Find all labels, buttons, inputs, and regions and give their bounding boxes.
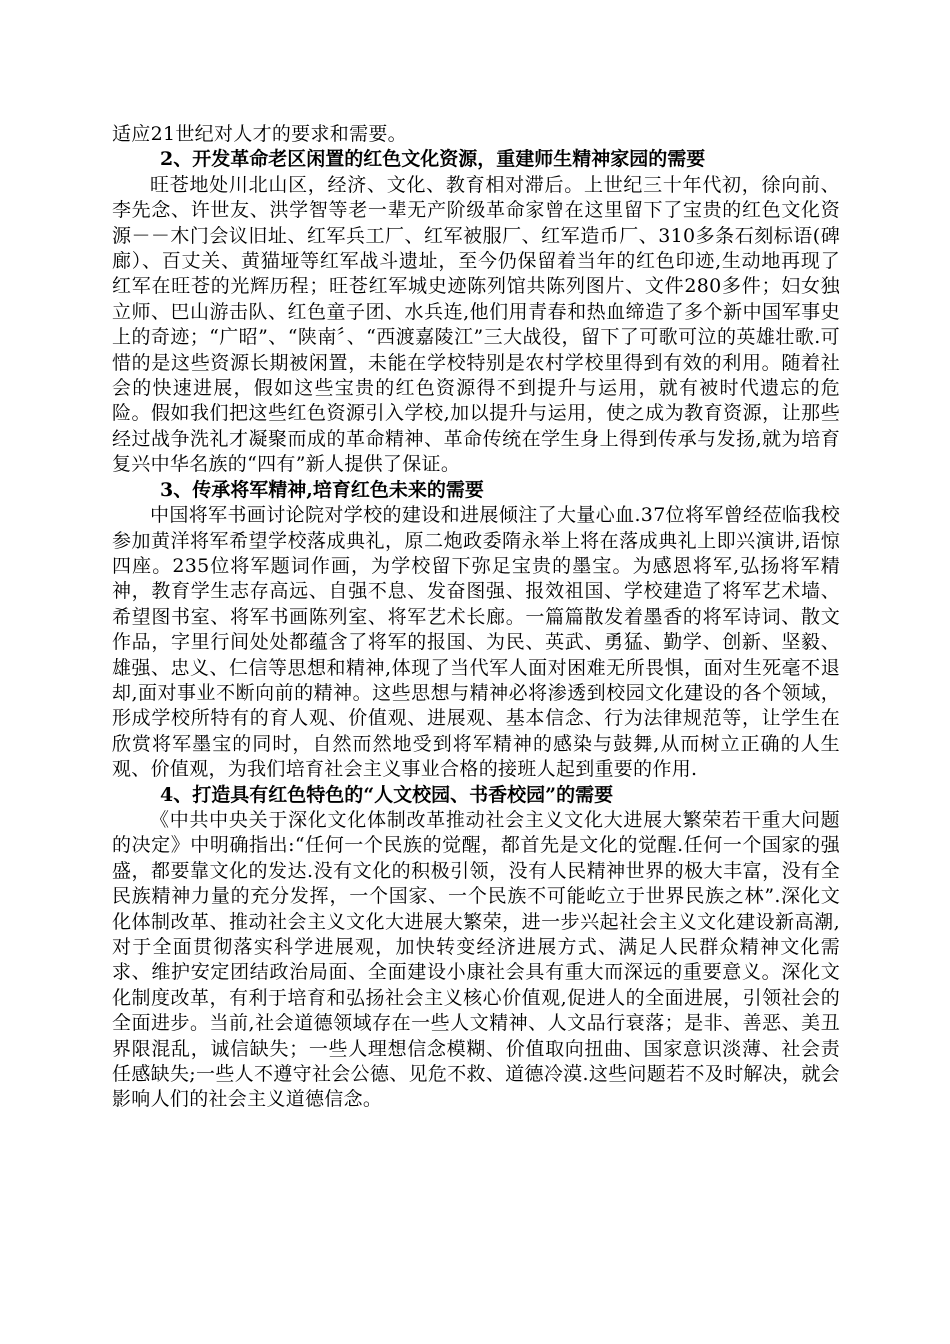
section-body-2: 旺苍地处川北山区，经济、文化、教育相对滞后。上世纪三十年代初，徐向前、李先念、许世友、洪学智等老一辈无产阶级革命家曾在这里留下了宝贵的红色文化资源－－木门会议旧址、红军兵工厂、红军被服厂、红军造币厂、310多条石刻标语(碑廊）、百丈关、黄猫垭等红军战斗遗址，至今仍保留着当年的红色印迹,生动地再现了红军在旺苍的光辉历程；旺苍红军城史迹陈列馆共陈列图片、文件280多件；妇女独立师、巴山游击队、红色童子团、水兵连,他们用青春和热血缔造了多个新中国军事史上的奇迹；“广昭”、“陕南〞、“西渡嘉陵江”三大战役，留下了可歌可泣的英雄壮歌.可惜的是这些资源长期被闲置，未能在学校特别是农村学校里得到有效的利用。随着社会的快速进展，假如这些宝贵的红色资源得不到提升与运用，就有被时代遗忘的危险。假如我们把这些红色资源引入学校,加以提升与运用，使之成为教育资源，让那些经过战争洗礼才凝聚而成的革命精神、革命传统在学生身上得到传承与发扬,就为培育复兴中华名族的“四有”新人提供了保证。: [112, 173, 840, 476]
section-heading-3: 3、传承将军精神,培育红色未来的需要: [160, 478, 484, 501]
section-body-4: 《中共中央关于深化文化体制改革推动社会主义文化大进展大繁荣若干重大问题的决定》中明确指出:“任何一个民族的觉醒，都首先是文化的觉醒.任何一个国家的强盛，都要靠文化的发达.没有文化的积极引领，没有人民精神世界的极大丰富，没有全民族精神力量的充分发挥，一个国家、一个民族不可能屹立于世界民族之林”.深化文化体制改革、推动社会主义文化大进展大繁荣，进一步兴起社会主义文化建设新高潮,对于全面贯彻落实科学进展观，加快转变经济进展方式、满足人民群众精神文化需求、维护安定团结政治局面、全面建设小康社会具有重大而深远的重要意义。深化文化制度改革，有利于培育和弘扬社会主义核心价值观,促进人的全面进展，引领社会的全面进步。当前,社会道德领域存在一些人文精神、人文品行衰落；是非、善恶、美丑界限混乱，诚信缺失；一些人理想信念模糊、价值取向扭曲、国家意识淡薄、社会责任感缺失;一些人不遵守社会公德、见危不救、道德冷漠.这些问题若不及时解决，就会影响人们的社会主义道德信念。: [112, 808, 840, 1111]
section-heading-4: 4、打造具有红色特色的“人文校园、书香校园”的需要: [160, 783, 614, 806]
document-page: [112, 122, 840, 1113]
section-heading-2: 2、开发革命老区闲置的红色文化资源，重建师生精神家园的需要: [160, 148, 706, 171]
section-body-3: 中国将军书画讨论院对学校的建设和进展倾注了大量心血.37位将军曾经莅临我校参加黄洋将军希望学校落成典礼，原二炮政委隋永举上将在落成典礼上即兴演讲,语惊四座。235位将军题词作画，为学校留下弥足宝贵的墨宝。为感恩将军,弘扬将军精神，教育学生志存高远、自强不息、发奋图强、报效祖国、学校建造了将军艺术墙、希望图书室、将军书画陈列室、将军艺术长廊。一篇篇散发着墨香的将军诗词、散文作品，字里行间处处都蕴含了将军的报国、为民、英武、勇猛、勤学、创新、坚毅、雄强、忠义、仁信等思想和精神,体现了当代军人面对困难无所畏惧，面对生死毫不退却,面对事业不断向前的精神。这些思想与精神必将渗透到校园文化建设的各个领域，形成学校所特有的育人观、价值观、进展观、基本信念、行为法律规范等，让学生在欣赏将军墨宝的同时，自然而然地受到将军精神的感染与鼓舞,从而树立正确的人生观、价值观，为我们培育社会主义事业合格的接班人起到重要的作用.: [112, 504, 840, 781]
intro-paragraph: 适应21世纪对人才的要求和需要。: [112, 123, 407, 145]
